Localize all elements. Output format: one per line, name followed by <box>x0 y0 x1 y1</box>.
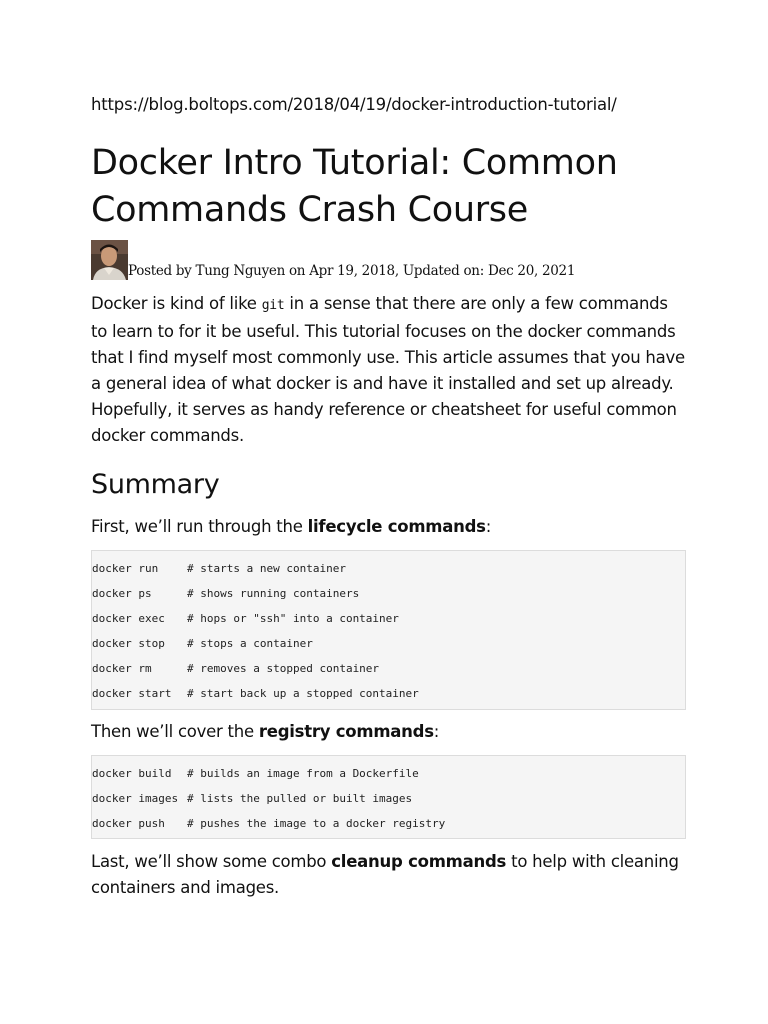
code-line <box>92 656 379 681</box>
code-command: docker run <box>92 562 159 575</box>
registry-text: Then we’ll cover the <box>91 722 259 741</box>
inline-code-git: git <box>261 298 285 313</box>
registry-intro <box>91 719 688 745</box>
summary-heading: Summary <box>91 469 220 500</box>
code-line <box>92 761 419 786</box>
intro-paragraph <box>91 291 688 449</box>
code-comment: # stops a container <box>187 637 313 650</box>
code-comment: # removes a stopped container <box>187 662 380 675</box>
code-line <box>92 606 399 631</box>
lifecycle-colon: : <box>485 517 492 536</box>
code-line <box>92 681 419 706</box>
code-comment: # lists the pulled or built images <box>187 792 413 805</box>
lifecycle-intro <box>91 514 688 540</box>
code-line <box>92 811 445 836</box>
code-line <box>92 631 313 656</box>
lifecycle-text: First, we’ll run through the <box>91 517 308 536</box>
cleanup-strong: cleanup commands <box>331 852 507 871</box>
cleanup-text-rest: to help with cleaning containers and images. <box>91 852 679 897</box>
code-command: docker exec <box>92 612 165 625</box>
code-command: docker ps <box>92 587 152 600</box>
code-comment: # start back up a stopped container <box>187 687 419 700</box>
code-command: docker build <box>92 767 172 780</box>
code-comment: # builds an image from a Dockerfile <box>187 767 419 780</box>
lifecycle-code-block <box>91 550 686 710</box>
cleanup-intro <box>91 849 688 901</box>
code-command: docker stop <box>92 637 165 650</box>
lifecycle-strong: lifecycle commands <box>307 517 486 536</box>
code-line <box>92 786 412 811</box>
byline-text: Posted by Tung Nguyen on Apr 19, 2018, Updated on: Dec 20, 2021 <box>128 263 576 279</box>
byline <box>91 240 575 280</box>
code-comment: # shows running containers <box>187 587 360 600</box>
author-avatar <box>91 240 128 280</box>
source-url[interactable]: https://blog.boltops.com/2018/04/19/docker-introduction-tutorial/ <box>91 95 617 114</box>
code-comment: # starts a new container <box>187 562 346 575</box>
cleanup-text: Last, we’ll show some combo <box>91 852 332 871</box>
author-photo <box>91 240 128 280</box>
code-command: docker push <box>92 817 165 830</box>
registry-strong: registry commands <box>258 722 434 741</box>
code-command: docker images <box>92 792 179 805</box>
registry-colon: : <box>433 722 440 741</box>
code-comment: # hops or "ssh" into a container <box>187 612 399 625</box>
code-line <box>92 556 346 581</box>
article-title: Docker Intro Tutorial: Common Commands Crash Course <box>91 143 618 230</box>
code-comment: # pushes the image to a docker registry <box>187 817 446 830</box>
code-command: docker rm <box>92 662 152 675</box>
registry-code-block <box>91 755 686 839</box>
code-command: docker start <box>92 687 172 700</box>
intro-text-rest: in a sense that there are only a few commands to learn to for it be useful. This tutorial focuses on the docker commands that I find myself most commonly use. This article assumes that you have a general idea of what docker is and have it installed and set up already. Hopefully, it serves as handy reference or cheatsheet for useful common docker commands. <box>91 294 685 445</box>
intro-text-start: Docker is kind of like <box>91 294 262 313</box>
code-line <box>92 581 359 606</box>
